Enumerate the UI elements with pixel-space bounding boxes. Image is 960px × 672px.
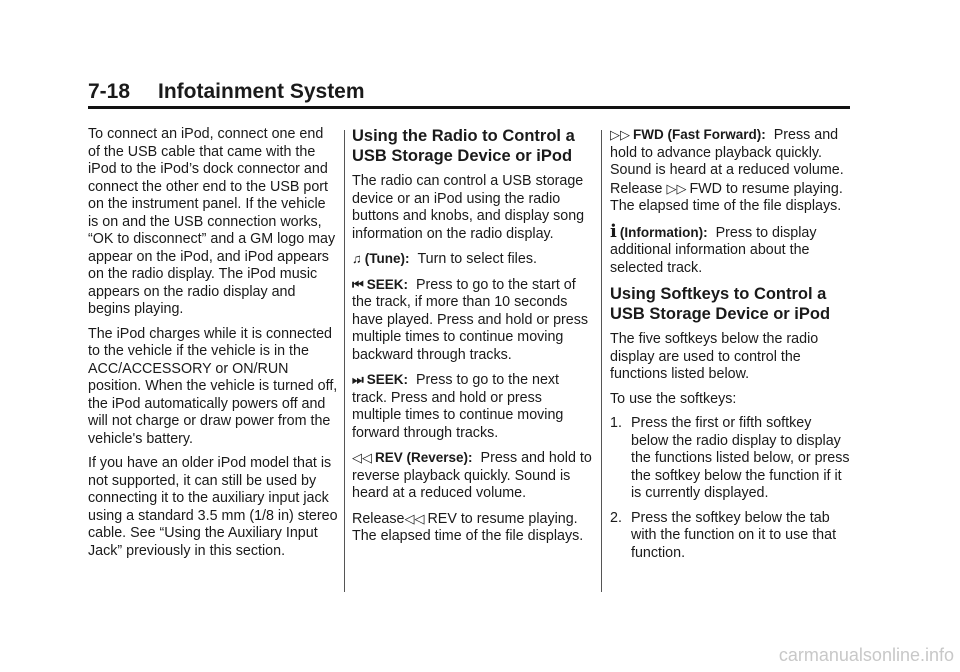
fast-forward-text: Press and hold to advance playback quickly. Sound is heard at a reduced volume. Release <box>610 127 844 197</box>
column-1 <box>88 126 338 567</box>
reverse-label: REV (Reverse): <box>375 450 473 465</box>
fast-forward-release-text: FWD to resume playing. The elapsed time of the file displays. <box>610 180 843 214</box>
seek-back-label: SEEK: <box>366 276 408 292</box>
seek-forward-entry <box>352 371 592 442</box>
seek-back-entry <box>352 276 592 365</box>
softkeys-intro: The five softkeys below the radio display are used to control the functions listed below. <box>610 331 819 382</box>
seek-forward-icon: ⏭ <box>352 372 364 387</box>
list-item <box>610 510 850 563</box>
seek-forward-label: SEEK: <box>366 372 408 387</box>
tune-label: (Tune): <box>364 251 410 266</box>
softkeys-to-use: To use the softkeys: <box>610 390 737 407</box>
fast-forward-icon: ▷▷ <box>666 180 687 196</box>
page-number: 7-18 <box>88 80 131 103</box>
seek-back-text: Press to go to the start of the track, if more than 10 seconds have played. Press and hold or press multiple times to continue moving backward through tracks. <box>352 276 589 363</box>
step-number: 2. <box>610 509 622 526</box>
information-entry <box>610 220 850 278</box>
column-divider <box>344 130 345 592</box>
fast-forward-entry <box>610 126 850 216</box>
reverse-entry <box>352 449 592 503</box>
radio-control-heading: Using the Radio to Control a USB Storage Device or iPod <box>352 127 575 165</box>
step-text: Press the softkey below the tab with the function on it to use that function. <box>631 509 837 561</box>
release-word: Release <box>352 510 405 527</box>
column-divider <box>601 130 602 592</box>
watermark: carmanualsonline.info <box>778 645 954 665</box>
softkeys-steps <box>610 415 850 562</box>
section-title: Infotainment System <box>158 80 365 103</box>
reverse-icon: ◁◁ <box>404 510 425 526</box>
step-number: 1. <box>610 415 622 431</box>
seek-forward-text: Press to go to the next track. Press and hold or press multiple times to continue moving forward through tracks. <box>352 372 564 441</box>
reverse-release-text: REV to resume playing. <box>427 510 578 527</box>
page-header <box>88 80 850 109</box>
fast-forward-icon: ▷▷ <box>610 127 630 142</box>
ipod-charge-paragraph: The iPod charges while it is connected to the vehicle if the vehicle is in the ACC/ACCESSORY or ON/RUN position. When the vehicle is turned off, the iPod automatically powers off and will not charge or draw power from the vehicle's battery. <box>88 325 338 447</box>
music-note-icon: ♫ <box>352 251 362 266</box>
reverse-elapsed-text: The elapsed time of the file displays. <box>352 528 584 544</box>
info-icon: i <box>610 220 617 242</box>
tune-text: Turn to select files. <box>417 251 537 267</box>
reverse-release <box>352 510 592 546</box>
radio-control-intro: The radio can control a USB storage device or an iPod using the radio buttons and knobs, and display song information on the radio display. <box>352 173 585 242</box>
step-text: Press the first or fifth softkey below the radio display to display the functions listed below, or press the softkey below the function if it is currently displayed. <box>631 415 850 501</box>
fast-forward-label: FWD (Fast Forward): <box>633 127 766 142</box>
seek-back-icon: ⏮ <box>352 276 364 292</box>
tune-entry <box>352 250 592 269</box>
column-3 <box>610 126 850 569</box>
softkeys-heading: Using Softkeys to Control a USB Storage Device or iPod <box>610 285 831 323</box>
ipod-connect-paragraph: To connect an iPod, connect one end of the USB cable that came with the iPod to the iPod’s dock connector and connect the other end to the USB port on the instrument panel. If the vehicle is on and the USB connection works, “OK to disconnect” and a GM logo may appear on the iPod, and iPod appears on the radio display. The iPod music appears on the radio display and begins playing. <box>88 126 336 317</box>
information-text: Press to display additional information about the selected track. <box>610 224 817 276</box>
older-ipod-paragraph: If you have an older iPod model that is not supported, it can still be used by connecting it to the auxiliary input jack using a standard 3.5 mm (1/8 in) stereo cable. See “Using the Auxiliary Input Jack” previously in this section. <box>88 455 338 559</box>
reverse-icon: ◁◁ <box>352 450 372 465</box>
information-label: (Information): <box>619 224 708 240</box>
column-2 <box>352 126 592 553</box>
list-item <box>610 415 850 503</box>
reverse-text: Press and hold to reverse playback quickly. Sound is heard at a reduced volume. <box>352 450 592 501</box>
